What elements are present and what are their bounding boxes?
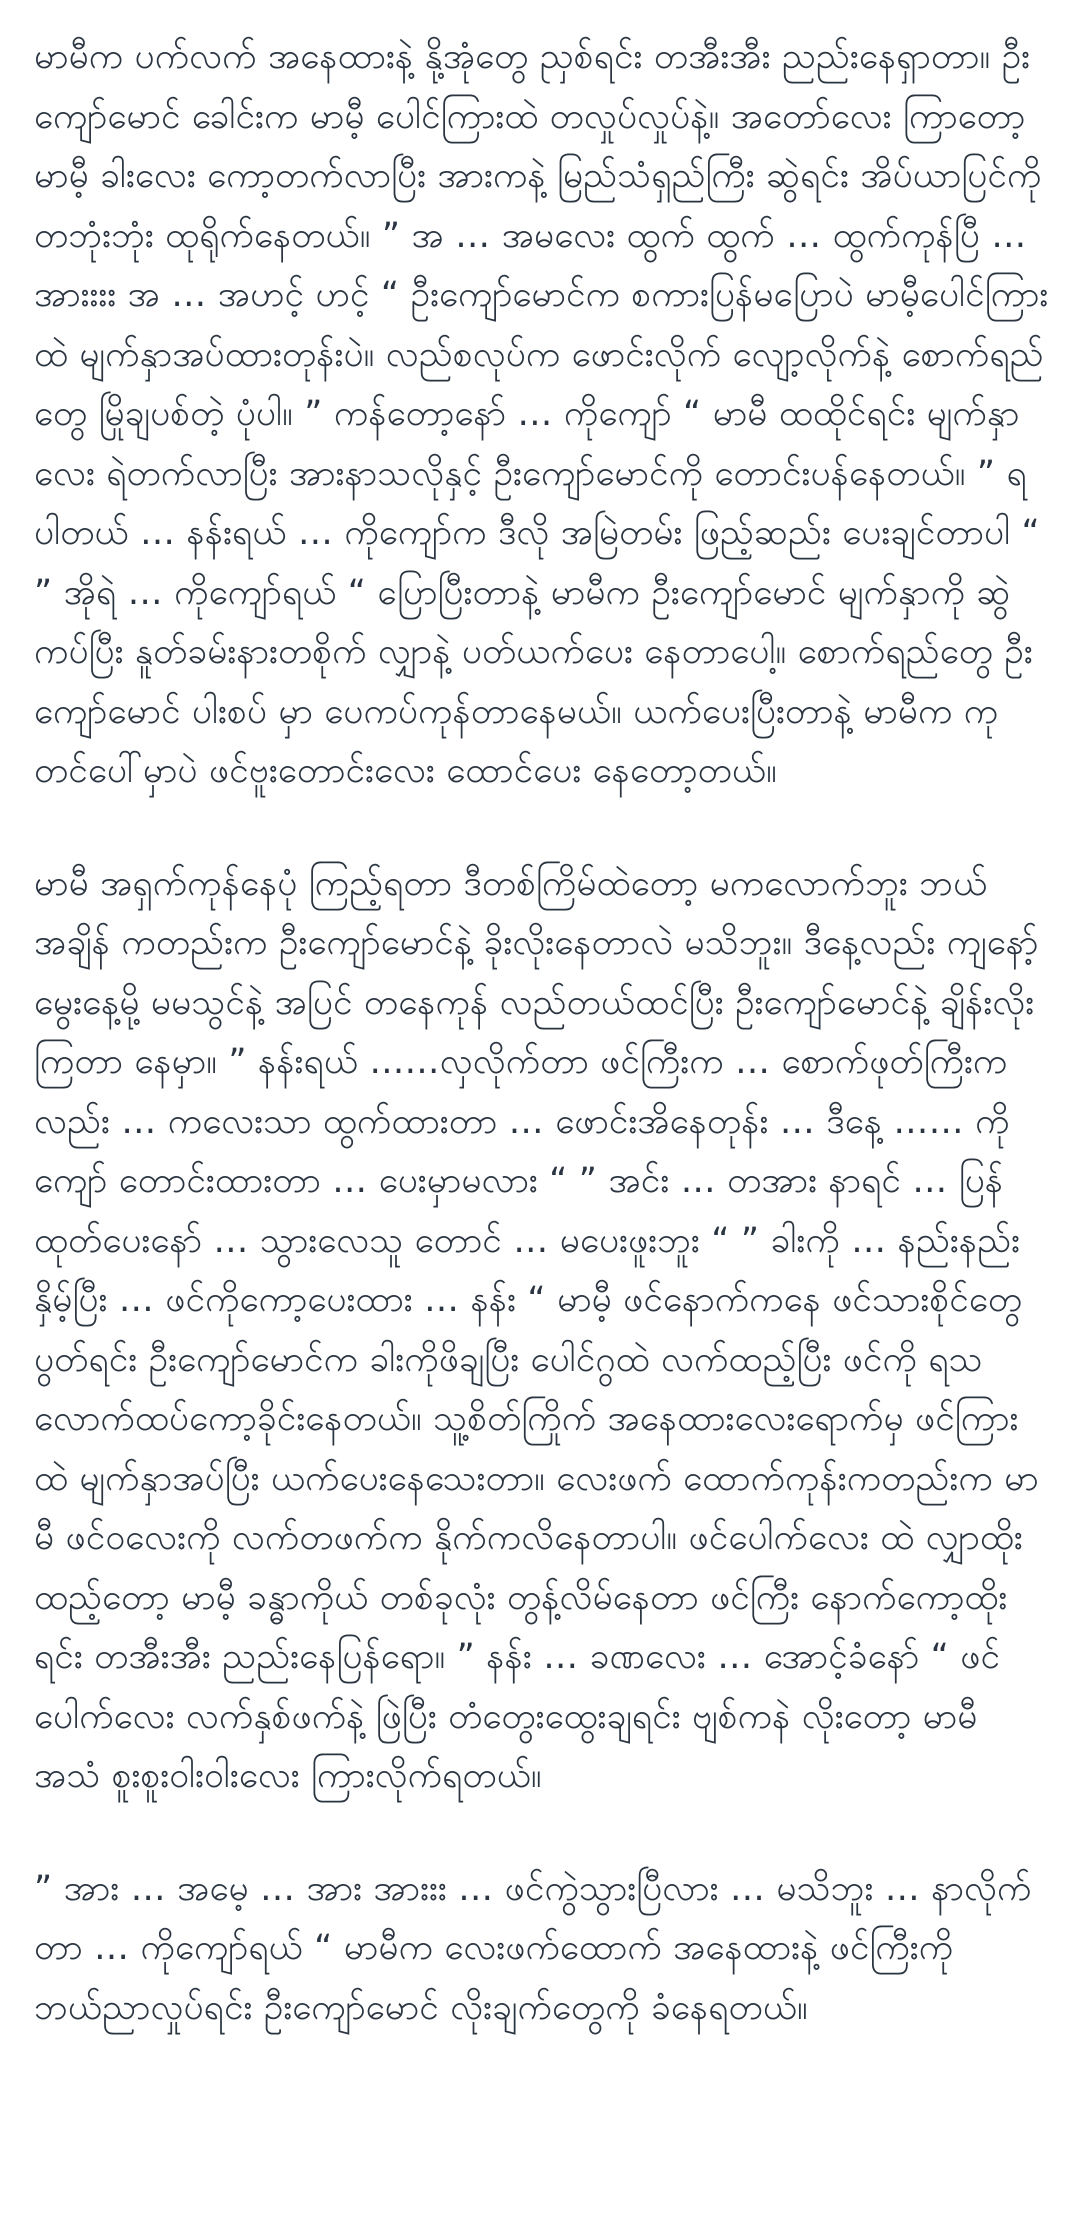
story-paragraph-1: မာမီက ပက်လက် အနေထားနဲ့ နို့အုံတွေ ညှစ်ရင်း တအီးအီး ညည်းနေရှာတာ။ ဦးကျော်မောင် ခေါင်းက မာမီ့ ပေါင်ကြားထဲ တလှုပ်လှုပ်နဲ့။ အတော်လေး ကြာတော့ မာမီ့ ခါးလေး ကော့တက်လာပြီး အားကနဲ့ မြည်သံရှည်ကြီး ဆွဲရင်း အိပ်ယာပြင်ကို တဘုံးဘုံး ထုရိုက်နေတယ်။ ” အ … အမလေး ထွက် ထွက် … ထွက်ကုန်ပြီ … အားးးး အ … အဟင့် ဟင့် “ ဦးကျော်မောင်က စကားပြန်မပြောပဲ မာမီ့ပေါင်ကြားထဲ မျက်နှာအပ်ထားတုန်းပဲ။ လည်စလုပ်က ဖောင်းလိုက် လျော့လိုက်နဲ့ စောက်ရည်တွေ မြိုချပစ်တဲ့ ပုံပါ။ ” ကန်တော့နော် … ကိုကျော် “ မာမီ ထထိုင်ရင်း မျက်နှာလေး ရဲတက်လာပြီး အားနာသလိုနှင့် ဦးကျော်မောင်ကို တောင်းပန်နေတယ်။ ” ရပါတယ် … နန်းရယ် … ကိုကျော်က ဒီလို အမြဲတမ်း ဖြည့်ဆည်း ပေးချင်တာပါ “ ” အိုရဲ … ကိုကျော်ရယ် “ ပြောပြီးတာနဲ့ မာမီက ဦးကျော်မောင် မျက်နှာကို ဆွဲကပ်ပြီး နူတ်ခမ်းနားတစိုက် လျှာနဲ့ ပတ်ယက်ပေး နေတာပေါ့။ စောက်ရည်တွေ ဦးကျော်မောင် ပါးစပ် မှာ ပေကပ်ကုန်တာနေမယ်။ ယက်ပေးပြီးတာနဲ့ မာမီက ကုတင်ပေါ်မှာပဲ ဖင်ဗူးတောင်းလေး ထောင်ပေး နေတော့တယ်။ [34, 37, 1049, 791]
reading-pane [34, 28, 1050, 2091]
story-paragraph-2: မာမီ အရှက်ကုန်နေပုံ ကြည့်ရတာ ဒီတစ်ကြိမ်ထဲတော့ မကလောက်ဘူး ဘယ်အချိန် ကတည်းက ဦးကျော်မောင်နဲ့ ခိုးလိုးနေတာလဲ မသိဘူး။ ဒီနေ့လည်း ကျနော့် မွေးနေ့မို့ မမသွင်နဲ့ အပြင် တနေကုန် လည်တယ်ထင်ပြီး ဦးကျော်မောင်နဲ့ ချိန်းလိုးကြတာ နေမှာ။ ” နန်းရယ် ……လှလိုက်တာ ဖင်ကြီးက … စောက်ဖုတ်ကြီးကလည်း … ကလေးသာ ထွက်ထားတာ … ဖောင်းအိနေတုန်း … ဒီနေ့ …… ကိုကျော် တောင်းထားတာ … ပေးမှာမလား “ ” အင်း … တအား နာရင် … ပြန်ထုတ်ပေးနော် … သွားလေသူ တောင် … မပေးဖူးဘူး “ ” ခါးကို … နည်းနည်းနှိမ့်ပြီး … ဖင်ကိုကော့ပေးထား … နန်း “ မာမီ့ ဖင်နောက်ကနေ ဖင်သားစိုင်တွေ ပွတ်ရင်း ဦးကျော်မောင်က ခါးကိုဖိချပြီး ပေါင်ဂွထဲ လက်ထည့်ပြီး ဖင်ကို ရသလောက်ထပ်ကော့ခိုင်းနေတယ်။ သူ့စိတ်ကြိုက် အနေထားလေးရောက်မှ ဖင်ကြားထဲ မျက်နှာအပ်ပြီး ယက်ပေးနေသေးတာ။ လေးဖက် ထောက်ကုန်းကတည်းက မာမီ ဖင်ဝလေးကို လက်တဖက်က နိုက်ကလိနေတာပါ။ ဖင်ပေါက်လေး ထဲ လျှာထိုးထည့်တော့ မာမီ့ ခန္ဓာကိုယ် တစ်ခုလုံး တွန့်လိမ်နေတာ ဖင်ကြီး နောက်ကော့ထိုးရင်း တအီးအီး ညည်းနေပြန်ရော။ ” နန်း … ခဏလေး … အောင့်ခံနော် “ ဖင်ပေါက်လေး လက်နှစ်ဖက်နဲ့ ဖြဲပြီး တံတွေးထွေးချရင်း ဗျစ်ကနဲ လိုးတော့ မာမီ အသံ စူးစူးဝါးဝါးလေး ကြားလိုက်ရတယ်။ [34, 863, 1039, 1796]
story-paragraph-3: ” အား … အမေ့ … အား အားးး … ဖင်ကွဲသွားပြီလား … မသိဘူး … နာလိုက်တာ … ကိုကျော်ရယ် “ မာမီက လေးဖက်ထောက် အနေထားနဲ့ ဖင်ကြီးကို ဘယ်ညာလှုပ်ရင်း ဦးကျော်မောင် လိုးချက်တွေကို ခံနေရတယ်။ [34, 1868, 1032, 2028]
